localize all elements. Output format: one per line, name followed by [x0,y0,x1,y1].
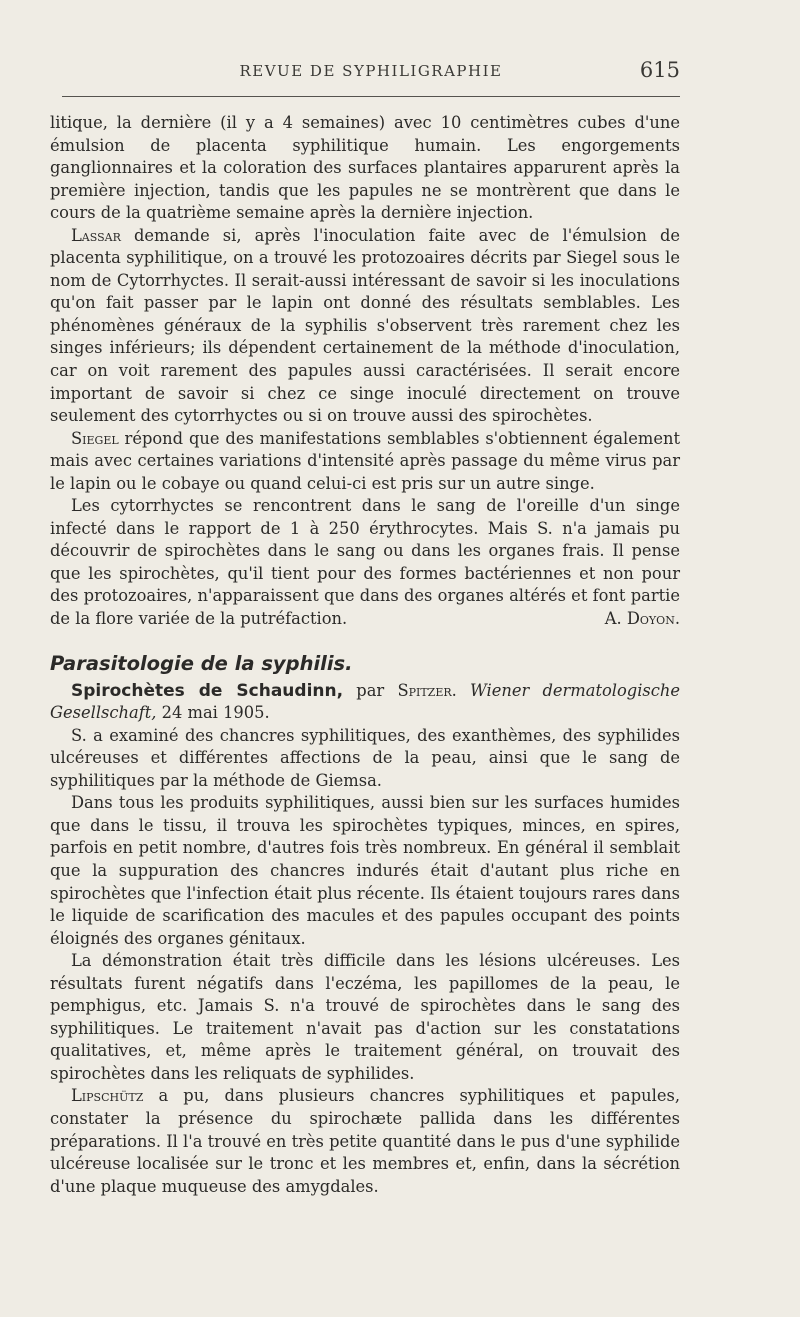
article-source: Wiener dermatologische Gesellschaft, [50,680,681,723]
article-by: par [343,680,398,700]
paragraph-demonstration: La démonstration était très difficile dans les lésions ulcéreuses. Les résultats furent négatifs dans l'eczéma, les papillomes de la peau, le pemphigus, etc. Jamais S. n'a trouvé de spirochètes dans le sang des syphilitiques. Le traitement n'avait pas d'action sur les constatations qualitatives, et, même après le traitement général, on trouvait des spirochètes dans les reliquats de syphilides. [50,951,680,1083]
article-title: Spirochètes de Schaudinn, [71,680,344,701]
paragraph-cytorrhyctes [50,495,680,630]
paragraph-text: demande si, après l'inoculation faite avec de l'émulsion de placenta syphilitique, on a trouvé les protozoaires décrits par Siegel sous le nom de Cytorrhyctes. Il serait-aussi intéressant de savoir si les inoculations qu'on fait passer par le lapin ont donné des résultats semblables. Les phénomènes généraux de la syphilis s'observent très rarement chez les singes inférieurs; ils dépendent certainement de la méthode d'inoculation, car on voit rarement des papules aussi caractérisées. Il serait encore important de savoir si chez ce singe inoculé directement on trouve seulement des cytorrhyctes ou si on trouve aussi des spirochètes. [50,225,680,426]
paragraph-text: a pu, dans plusieurs chancres syphilitiques et papules, constater la présence du spirochæte pallida dans les différentes préparations. Il l'a trouvé en très petite quantité dans le pus d'une syphilide ulcéreuse localisée sur le tronc et les membres et, enfin, dans la sécrétion d'une plaque muqueuse des amygdales. [50,1086,680,1196]
article-reference [50,680,680,725]
paragraph-text: Les cytorrhyctes se rencontrent dans le sang de l'oreille d'un singe infecté dans le rapport de 1 à 250 érythrocytes. Mais S. n'a jamais pu découvrir de spirochètes dans le sang ou dans les organes frais. Il pense que les spirochètes, qu'il tient pour des formes bactériennes et non pour des protozoaires, n'apparaissent que dans des organes altérés et font partie de la flore variée de la putréfaction. [50,496,680,629]
author-name-siegel: Siegel [71,428,119,448]
author-name-lassar: Lassar [71,225,121,245]
article-date: 24 mai 1905. [156,703,270,723]
paragraph-examination: S. a examiné des chancres syphilitiques, des exanthèmes, des syphilides ulcéreuses et différentes affections de la peau, ainsi que le sang de syphilitiques par la méthode de Giemsa. [50,725,680,790]
signature: A. Doyon. [604,609,680,629]
paragraph-lassar [50,225,680,428]
author-name-lipschutz: Lipschütz [71,1086,144,1106]
paragraph-text: répond que des manifestations semblables s'obtiennent également mais avec certaines variations d'intensité après passage du même virus par le lapin ou le cobaye ou quand celui-ci est pris sur un autre singe. [50,428,680,493]
page-number: 615 [639,58,680,82]
header-rule [62,96,680,97]
article-separator: . [451,680,471,700]
section-heading: Parasitologie de la syphilis. [50,651,353,675]
paragraph-siegel [50,428,680,496]
page-header [62,58,680,92]
page-body [50,112,680,1198]
paragraph-lipschutz [50,1085,680,1198]
running-title: REVUE DE SYPHILIGRAPHIE [239,62,503,80]
paragraph-findings: Dans tous les produits syphilitiques, aussi bien sur les surfaces humides que dans le tissu, il trouva les spirochètes typiques, minces, en spires, parfois en petit nombre, d'autres fois très nombreux. En général il semblait que la suppuration des chancres indurés était d'autant plus riche en spirochètes que l'infection était plus récente. Ils étaient toujours rares dans le liquide de scarification des macules et des papules occupant des points éloignés des organes génitaux. [50,793,680,948]
article-author: Spitzer [397,680,452,700]
paragraph-continuation: litique, la dernière (il y a 4 semaines) avec 10 centimètres cubes d'une émulsion de placenta syphilitique humain. Les engorgements ganglionnaires et la coloration des surfaces plantaires apparurent après la première injection, tandis que les papules ne se montrèrent que dans le cours de la quatrième semaine après la dernière injection. [50,113,680,223]
